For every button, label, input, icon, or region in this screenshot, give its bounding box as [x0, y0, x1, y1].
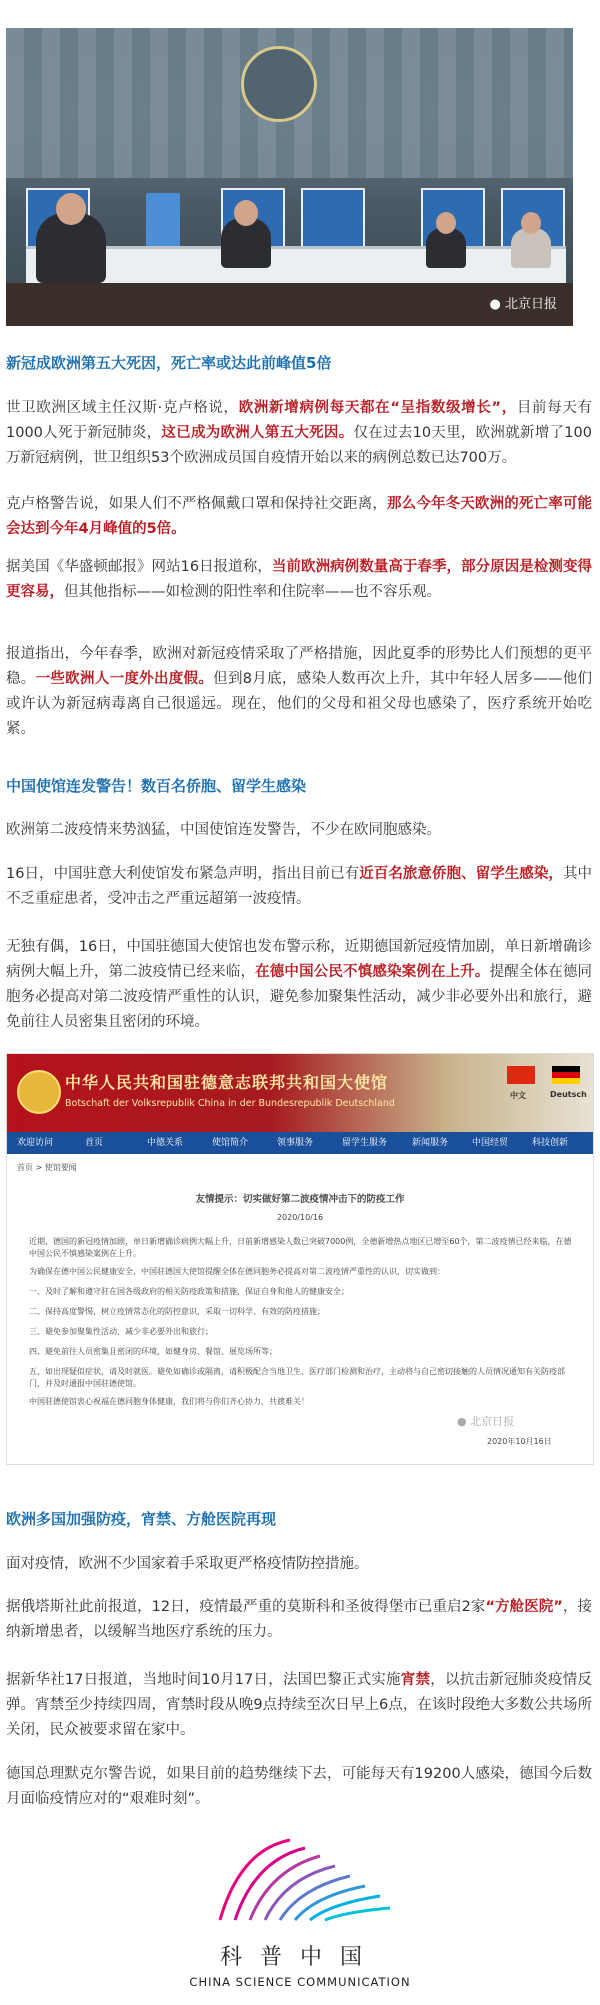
paragraph-2: 克卢格警告说，如果人们不严格佩戴口罩和保持社交距离，那么今年冬天欧洲的死亡率可能会达到今年4月峰值的5倍。 [6, 496, 592, 537]
notice-title: 友情提示：切实做好第二波疫情冲击下的防疫工作 [195, 1194, 405, 1205]
paragraph-6: 16日，中国驻意大利使馆发布紧急声明，指出目前已有近百名旅意侨胞、留学生感染，其中不乏重症患者，受冲击之严重远超第一波疫情。 [6, 866, 593, 907]
embassy-title-de: Botschaft der Volksrepublik China in der Bundesrepublik Deutschland [65, 1098, 395, 1109]
speaker-person [511, 228, 551, 268]
notice-footer-date: 2020年10月16日 [487, 1437, 552, 1446]
breadcrumb[interactable]: 首页 > 使馆要闻 [17, 1163, 77, 1172]
notice-line: 一、及时了解和遵守驻在国各级政府的相关防疫政策和措施，保证自身和他人的健康安全； [29, 1287, 349, 1296]
speaker-head [234, 200, 258, 226]
embassy-body [7, 1154, 593, 1464]
who-banner [301, 188, 365, 252]
speaker-head [521, 212, 541, 234]
paragraph-4: 报道指出，今年春季，欧洲对新冠疫情采取了严格措施，因此夏季的形势比人们预想的更平稳。一些欧洲人一度外出度假。但到8月底，感染人数再次上升，其中年轻人居多——他们或许认为新冠病毒离自己很遥远。现在，他们的父母和祖父母也感染了，医疗系统开始吃紧。 [6, 646, 592, 737]
nav-item[interactable]: 中国经贸 [472, 1138, 509, 1148]
notice-line: 三、避免参加聚集性活动，减少非必要外出和旅行； [29, 1327, 213, 1336]
photo-watermark: ● 北京日报 [489, 297, 557, 312]
paragraph-9: 据俄塔斯社此前报道，12日，疫情最严重的莫斯科和圣彼得堡市已重启2家“方舱医院”，接纳新增患者，以缓解当地医疗系统的压力。 [6, 1599, 592, 1640]
embassy-notice-screenshot [6, 1053, 594, 1465]
paragraph-10: 据新华社17日报道，当地时间10月17日，法国巴黎正式实施宵禁，以抗击新冠肺炎疫情反弹。宵禁至少持续四周，宵禁时段从晚9点持续至次日早上6点，在该时段绝大多数公共场所关闭，民众被要求留在家中。 [6, 1672, 593, 1738]
paragraph-1: 世卫欧洲区域主任汉斯·克卢格说，欧洲新增病例每天都在“呈指数级增长”，目前每天有1000人死于新冠肺炎，这已成为欧洲人第五大死因。仅在过去10天里，欧洲就新增了100万新冠病例，世卫组织53个欧洲成员国自疫情开始以来的病例总数已达700万。 [6, 400, 593, 466]
who-emblem [241, 46, 317, 122]
germany-flag-icon [552, 1066, 580, 1084]
section-title: 中国使馆连发警告！数百名侨胞、留学生感染 [6, 777, 307, 795]
section-title: 欧洲多国加强防疫，宵禁、方舱医院再现 [6, 1510, 277, 1528]
nav-item[interactable]: 新闻服务 [412, 1138, 449, 1148]
paragraph-7: 无独有偶，16日，中国驻德国大使馆也发布警示称，近期德国新冠疫情加剧，单日新增确诊病例大幅上升，第二波疫情已经来临，在德中国公民不慎感染案例在上升。提醒全体在德同胞务必提高对第二波疫情严重性的认识，避免参加聚集性活动，减少非必要外出和旅行，避免前往人员密集且密闭的环境。 [6, 939, 593, 1030]
speaker-head [436, 212, 456, 234]
nav-item[interactable]: 领事服务 [277, 1138, 314, 1148]
notice-line: 中国驻德使馆衷心祝福在德同胞身体健康，我们将与你们齐心协力，共渡难关！ [29, 1397, 309, 1406]
nav-item[interactable]: 中德关系 [147, 1138, 184, 1148]
paragraph-8: 面对疫情，欧洲不少国家着手采取更严格疫情防控措施。 [6, 1556, 369, 1572]
nav-item[interactable]: 欢迎访问 [17, 1138, 54, 1148]
conference-dais [6, 283, 573, 326]
china-flag-icon [507, 1066, 535, 1084]
lang-cn-link[interactable]: 中文 [510, 1091, 526, 1100]
notice-line: 二、保持高度警惕，树立疫情常态化的防控意识，采取一切科学、有效的防疫措施； [29, 1307, 325, 1316]
paragraph-3: 据美国《华盛顿邮报》网站16日报道称，当前欧洲病例数量高于春季，部分原因是检测变得更容易，但其他指标——如检测的阳性率和住院率——也不容乐观。 [6, 559, 593, 600]
notice-line: 近期，德国的新冠疫情加剧，单日新增确诊病例大幅上升，日前新增感染人数已突破7000例，全德新增热点地区已增至60个，第二波疫情已经来临，在德中国公民不慎感染案例在上升。 [29, 1237, 572, 1258]
speaker-person [426, 228, 466, 268]
embassy-watermark: ● 北京日报 [457, 1415, 515, 1428]
news-photo-who-briefing [6, 28, 573, 326]
nav-item[interactable]: 留学生服务 [342, 1138, 388, 1148]
paragraph-11: 德国总理默克尔警告说，如果目前的趋势继续下去，可能每天有19200人感染，德国今后数月面临疫情应对的“艰难时刻”。 [6, 1766, 592, 1807]
notice-line: 五、如出现疑似症状，请及时就医。避免如确诊或隔离，请积极配合当地卫生、医疗部门检测和治疗，主动将与自己密切接触的人员情况通知有关防疫部门，并及时通报中国驻德使馆。 [29, 1367, 565, 1388]
notice-date: 2020/10/16 [276, 1213, 324, 1222]
notice-line: 为确保在德中国公民健康安全，中国驻德国大使馆提醒全体在德同胞务必提高对第二波疫情严重性的认识，切实做到： [29, 1267, 445, 1276]
embassy-header [7, 1054, 593, 1132]
national-emblem-icon [17, 1070, 61, 1114]
logo-text-en: CHINA SCIENCE COMMUNICATION [189, 1975, 411, 1989]
wechat-icon: ● [489, 297, 501, 312]
embassy-title-cn: 中华人民共和国驻德意志联邦共和国大使馆 [65, 1073, 389, 1092]
notice-line: 四、避免前往人员密集且密闭的环境，如健身房、餐馆、展览场所等； [29, 1347, 277, 1356]
section-title: 新冠成欧洲第五大死因，死亡率或达此前峰值5倍 [6, 354, 332, 372]
wechat-icon: ● [457, 1415, 467, 1428]
science-china-logo-graphic [200, 1830, 400, 1930]
paragraph-5: 欧洲第二波疫情来势汹猛，中国使馆连发警告，不少在欧同胞感染。 [6, 822, 441, 838]
speaker-head [56, 193, 86, 225]
nav-item[interactable]: 使馆简介 [212, 1138, 249, 1148]
logo-text-cn: 科普中国 [219, 1945, 380, 1970]
embassy-nav [7, 1132, 593, 1154]
lang-de-link[interactable]: Deutsch [550, 1090, 587, 1099]
nav-item[interactable]: 科技创新 [532, 1138, 569, 1148]
nav-item[interactable]: 首页 [85, 1138, 104, 1148]
